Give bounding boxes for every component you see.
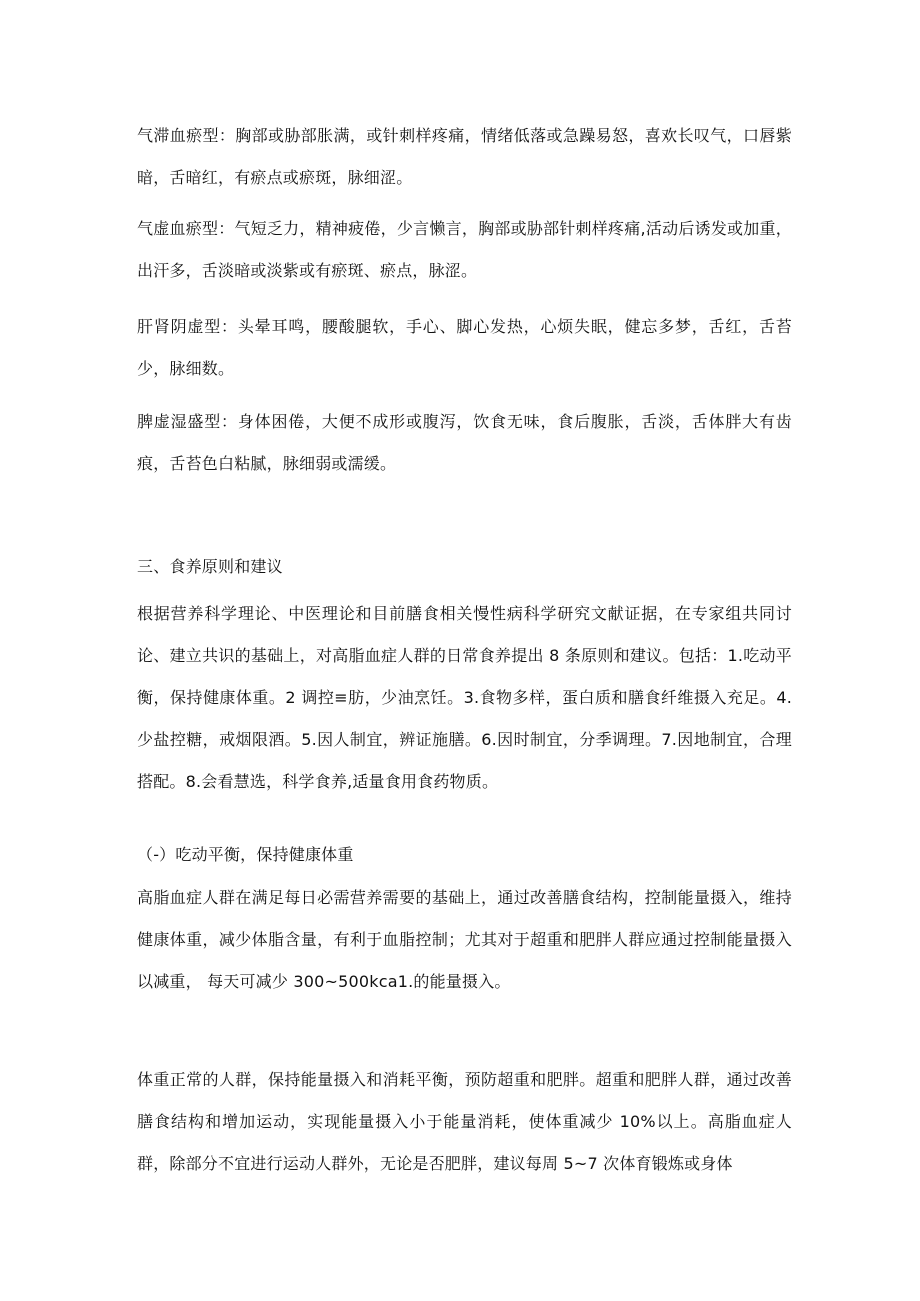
subsection-heading: （-）吃动平衡，保持健康体重 — [137, 845, 354, 864]
body-paragraph-energy-intake: 高脂血症人群在满足每日必需营养需要的基础上，通过改善膳食结构，控制能量摄入，维持健康体重，减少体脂含量，有利于血脂控制；尤其对于超重和肥胖人群应通过控制能量摄入以减重， 每天可减少 300~500kca1.的能量摄入。 — [137, 888, 792, 991]
paragraph-liver-kidney-yin-deficiency: 肝肾阴虚型：头晕耳鸣，腰酸腿软，手心、脚心发热，心烦失眠，健忘多梦，舌红，舌苔少，脉细数。 — [137, 317, 792, 378]
paragraph-qi-stagnation-blood-stasis: 气滞血瘀型：胸部或胁部胀满，或针刺样疼痛，情绪低落或急躁易怒，喜欢长叹气，口唇紫暗，舌暗红，有瘀点或瘀斑，脉细涩。 — [137, 126, 792, 187]
paragraph-qi-deficiency-blood-stasis: 气虚血瘀型：气短乏力，精神疲倦，少言懒言，胸部或胁部针刺样疼痛,活动后诱发或加重，出汗多，舌淡暗或淡紫或有瘀斑、瘀点，脉涩。 — [137, 219, 792, 280]
section-intro-paragraph: 根据营养科学理论、中医理论和目前膳食相关慢性病科学研究文献证据，在专家组共同讨论、建立共识的基础上，对高脂血症人群的日常食养提出 8 条原则和建议。包括：1.吃动平衡，保持健康体重。2 调控≡肪，少油烹饪。3.食物多样，蛋白质和膳食纤维摄入充足。4.少盐控糖，戒烟限酒。5.因人制宜，辨证施膳。6.因时制宜，分季调理。7.因地制宜，合理搭配。8.会看慧选，科学食养,适量食用食药物质。 — [137, 604, 792, 791]
section-heading: 三、食养原则和建议 — [137, 557, 283, 576]
body-paragraph-weight-balance: 体重正常的人群，保持能量摄入和消耗平衡，预防超重和肥胖。超重和肥胖人群，通过改善膳食结构和增加运动，实现能量摄入小于能量消耗，使体重减少 10%以上。高脂血症人群，除部分不宜进行运动人群外，无论是否肥胖，建议每周 5~7 次体育锻炼或身体 — [137, 1070, 792, 1173]
paragraph-spleen-deficiency-dampness: 脾虚湿盛型：身体困倦，大便不成形或腹泻，饮食无味，食后腹胀，舌淡，舌体胖大有齿痕，舌苔色白粘腻，脉细弱或濡缓。 — [137, 412, 792, 473]
